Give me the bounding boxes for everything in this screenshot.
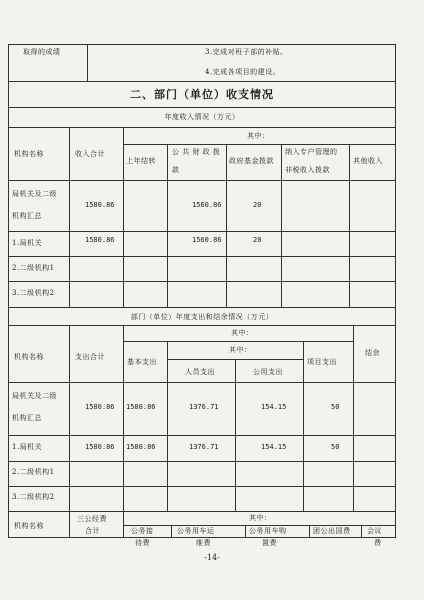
col-header-total: 收入合计	[75, 150, 105, 158]
table-row-name: 机构汇总	[12, 414, 42, 422]
col-header-meeting: 会议	[367, 527, 382, 535]
table-cell: 1560.86	[192, 201, 222, 209]
document-table-frame	[8, 44, 396, 538]
grid-line	[87, 45, 88, 81]
table-row-name: 2.二级机构1	[12, 264, 55, 272]
table-cell: 1580.86	[85, 443, 115, 451]
col-header-of-which: 其中：	[249, 514, 272, 522]
col-header-of-which: 其中：	[231, 329, 254, 337]
col-header-other: 其他收入	[353, 157, 383, 165]
col-header-name: 机构名称	[14, 522, 44, 530]
table-cell: 1580.86	[126, 443, 156, 451]
table-row-name: 局机关及二级	[12, 190, 57, 198]
col-header-total: 三公经费	[77, 515, 107, 523]
table-cell: 154.15	[261, 403, 287, 411]
table-cell: 1580.86	[126, 403, 156, 411]
col-header-gov-fund: 政府基金拨款	[229, 157, 274, 165]
section-title: 二、部门（单位）收支情况	[130, 88, 274, 101]
col-header-personnel: 人员支出	[185, 368, 215, 376]
col-header-name: 机构名称	[14, 353, 44, 361]
table-row-name: 局机关及二级	[12, 392, 57, 400]
col-header-reception-cont: 待费	[135, 539, 150, 547]
table-cell: 1580.86	[85, 236, 115, 244]
col-header-vehicle-buy: 公务用车购	[249, 527, 287, 535]
achievements-label: 取得的成绩	[23, 48, 61, 56]
col-header-balance: 结余	[365, 349, 380, 357]
table-cell: 20	[253, 201, 262, 209]
table-row-name: 3.二级机构2	[12, 289, 55, 297]
page-number: -14-	[204, 553, 220, 562]
achievement-item: 4.完成各项目的建设。	[205, 68, 281, 76]
table-row-name: 机构汇总	[12, 212, 42, 220]
col-header-vehicle-buy-cont: 置费	[262, 539, 277, 547]
col-header-meeting-cont: 费	[374, 539, 382, 547]
col-header-total: 支出合计	[75, 353, 105, 361]
table-row-name: 2.二级机构1	[12, 468, 55, 476]
table-cell: 50	[331, 403, 340, 411]
col-header-vehicle-run-cont: 维费	[196, 539, 211, 547]
col-header-of-which: 其中：	[247, 132, 270, 140]
table-cell: 1560.86	[192, 236, 222, 244]
table-cell: 1376.71	[189, 443, 219, 451]
table-row-name: 1.局机关	[12, 239, 43, 247]
table-cell: 1580.86	[85, 201, 115, 209]
table-cell: 1376.71	[189, 403, 219, 411]
table-cell: 20	[253, 236, 262, 244]
table-row-name: 1.局机关	[12, 443, 43, 451]
col-header-fiscal-cont: 款	[172, 166, 180, 174]
col-header-abroad: 团公出国费	[313, 527, 351, 535]
table-cell: 50	[331, 443, 340, 451]
col-header-carryover: 上年结转	[126, 157, 156, 165]
col-header-project: 项目支出	[307, 358, 337, 366]
achievement-item: 3.完成对班子部的补贴。	[205, 48, 288, 56]
income-caption: 年度收入情况（万元）	[164, 113, 240, 121]
expense-caption: 部门（单位）年度支出和结余情况（万元）	[130, 313, 274, 321]
col-header-of-which-2: 其中：	[229, 346, 252, 354]
table-cell: 154.15	[261, 443, 287, 451]
table-row-name: 3.二级机构2	[12, 493, 55, 501]
col-header-public: 公用支出	[253, 368, 283, 376]
col-header-special-cont: 非税收入拨款	[285, 166, 330, 174]
col-header-basic: 基本支出	[127, 358, 157, 366]
col-header-reception: 公务接	[131, 527, 154, 535]
col-header-total-cont: 合计	[85, 527, 100, 535]
table-cell: 1580.86	[85, 403, 115, 411]
col-header-name: 机构名称	[14, 150, 44, 158]
col-header-fiscal: 公 共 财 政 拨	[172, 148, 221, 156]
col-header-vehicle-run: 公务用车运	[177, 527, 215, 535]
col-header-special: 纳入专户管理的	[285, 148, 338, 156]
